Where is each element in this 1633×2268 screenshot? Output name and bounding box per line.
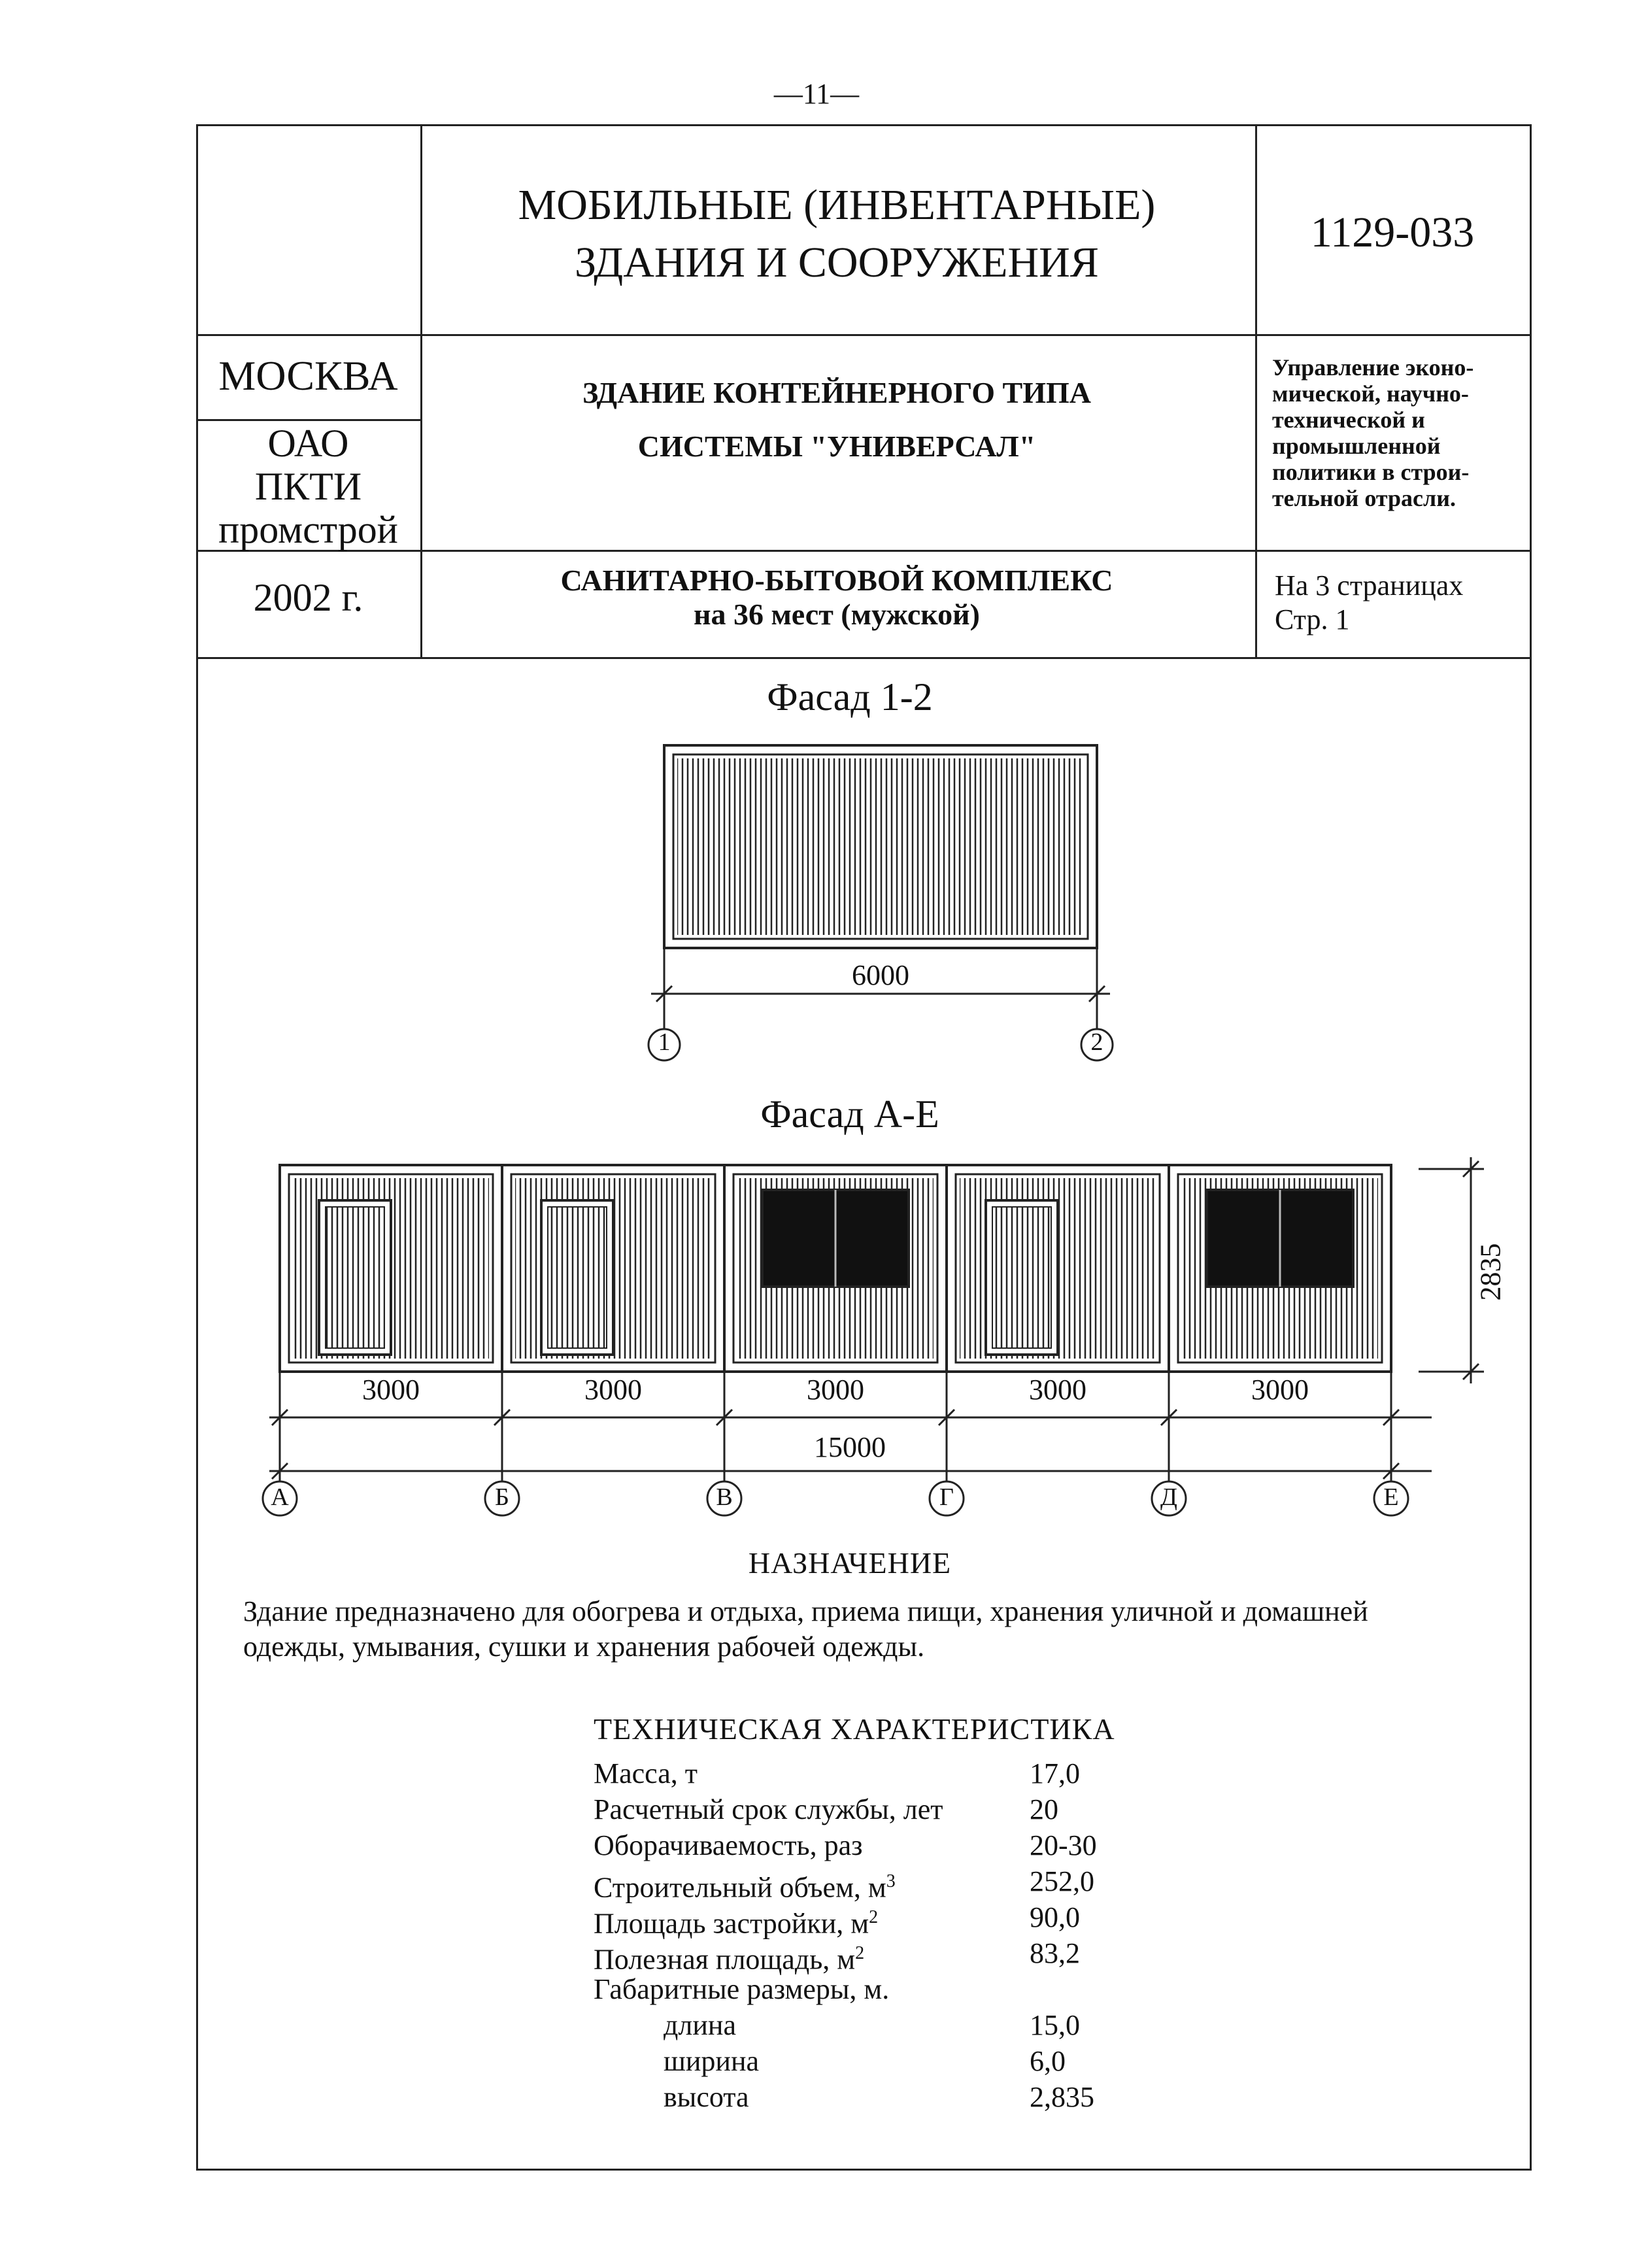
module-4-door xyxy=(947,1165,1169,1372)
module-1-door xyxy=(280,1165,502,1372)
purpose-title: НАЗНАЧЕНИЕ xyxy=(748,1546,952,1580)
page-current: Стр. 1 xyxy=(1275,603,1350,635)
facade-12-elevation xyxy=(648,745,1113,1060)
spec-value: 6,0 xyxy=(1030,2045,1066,2077)
pages-total: На 3 страницах xyxy=(1275,569,1464,601)
year: 2002 г. xyxy=(253,576,363,619)
department: Управление эконо- мической, научно- технической и промышленной политики в строи- тельной отрасли. xyxy=(1272,354,1474,511)
module-2-door xyxy=(502,1165,724,1372)
axis-label-5: Д xyxy=(1160,1483,1177,1511)
spec-value: 83,2 xyxy=(1030,1937,1080,1969)
spec-label: Строительный объем, $м^3$ xyxy=(594,1871,896,1904)
spec-label: Габаритные размеры, м. xyxy=(594,1973,890,2005)
page-number: —11— xyxy=(773,78,860,110)
facade-ae-total-dimension: 15000 xyxy=(814,1431,886,1463)
module-dimension-4: 3000 xyxy=(1029,1374,1086,1406)
axis-1-label: 1 xyxy=(658,1028,671,1056)
spec-label: Масса, т xyxy=(594,1757,698,1789)
axis-label-3: В xyxy=(716,1483,733,1511)
spec-label: Оборачиваемость, раз xyxy=(594,1829,863,1861)
axis-label-4: Г xyxy=(939,1483,954,1511)
module-5-window xyxy=(1169,1165,1391,1372)
axis-2-label: 2 xyxy=(1090,1028,1103,1056)
spec-value: 20 xyxy=(1030,1793,1058,1825)
spec-label: длина xyxy=(664,2009,736,2041)
axis-label-2: Б xyxy=(495,1483,509,1511)
document-code: 1129-033 xyxy=(1310,209,1475,256)
spec-label: Полезная площадь, $м^2$ xyxy=(594,1943,865,1976)
module-dimension-3: 3000 xyxy=(807,1374,864,1406)
spec-label: Площадь застройки, $м^2$ xyxy=(594,1907,879,1940)
spec-value: 17,0 xyxy=(1030,1757,1080,1789)
facade-ae-height-dimension: 2835 xyxy=(1474,1243,1507,1301)
spec-label: Расчетный срок службы, лет xyxy=(594,1793,943,1825)
organization: ОАО ПКТИ промстрой xyxy=(218,422,398,551)
module-dimension-2: 3000 xyxy=(584,1374,642,1406)
spec-value: 90,0 xyxy=(1030,1901,1080,1933)
facade-ae-elevation xyxy=(280,1165,1391,1372)
spec-label: высота xyxy=(664,2081,749,2113)
module-dimension-1: 3000 xyxy=(362,1374,420,1406)
building-title: ЗДАНИЕ КОНТЕЙНЕРНОГО ТИПА СИСТЕМЫ "УНИВЕРСАЛ" xyxy=(582,376,1091,463)
spec-value: 2,835 xyxy=(1030,2081,1094,2113)
module-dimension-5: 3000 xyxy=(1251,1374,1309,1406)
complex-title: САНИТАРНО-БЫТОВОЙ КОМПЛЕКС на 36 мест (мужской) xyxy=(560,564,1113,631)
facade-12-title: Фасад 1-2 xyxy=(767,675,933,719)
module-3-window xyxy=(724,1165,947,1372)
series-title: МОБИЛЬНЫЕ (ИНВЕНТАРНЫЕ) ЗДАНИЯ И СООРУЖЕНИЯ xyxy=(518,181,1156,286)
spec-value: 252,0 xyxy=(1030,1865,1094,1897)
axis-label-6: Е xyxy=(1383,1483,1399,1511)
axis-label-1: А xyxy=(271,1483,289,1511)
purpose-text: Здание предназначено для обогрева и отдыха, приема пищи, хранения уличной и домашней одежды, умывания, сушки и хранения рабочей одежды. xyxy=(243,1595,1368,1663)
city: МОСКВА xyxy=(218,352,398,399)
spec-value: 15,0 xyxy=(1030,2009,1080,2041)
facade-ae-title: Фасад А-Е xyxy=(760,1092,939,1136)
spec-value: 20-30 xyxy=(1030,1829,1097,1861)
facade-12-dimension: 6000 xyxy=(852,959,909,991)
spec-label: ширина xyxy=(664,2045,760,2077)
specs-title: ТЕХНИЧЕСКАЯ ХАРАКТЕРИСТИКА xyxy=(594,1712,1115,1746)
